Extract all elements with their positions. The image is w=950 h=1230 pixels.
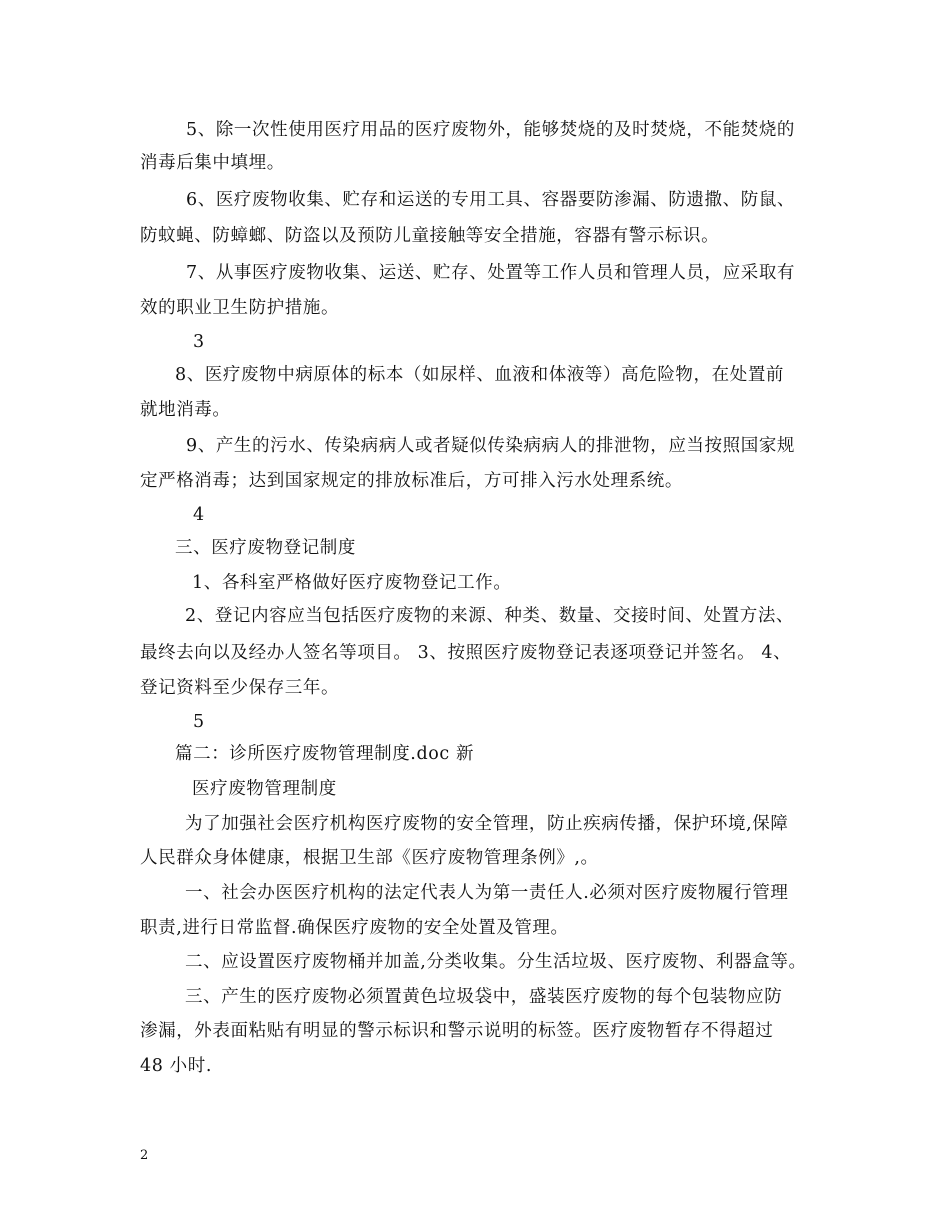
text-line: 2、登记内容应当包括医疗废物的来源、种类、数量、交接时间、处置方法、 xyxy=(185,606,795,626)
text-line: 定严格消毒；达到国家规定的排放标准后，方可排入污水处理系统。 xyxy=(140,471,683,491)
text-line: 防蚊蝇、防蟑螂、防盗以及预防儿童接触等安全措施，容器有警示标识。 xyxy=(140,226,720,246)
text-line: 渗漏，外表面粘贴有明显的警示标识和警示说明的标签。医疗废物暂存不得超过 xyxy=(140,1021,774,1041)
text-line: 1、各科室严格做好医疗废物登记工作。 xyxy=(192,573,512,593)
text-line: 6、医疗废物收集、贮存和运送的专用工具、容器要防渗漏、防遗撒、防鼠、 xyxy=(186,190,796,210)
text-line: 就地消毒。 xyxy=(140,400,231,420)
text-line: 最终去向以及经办人签名等项目。 3、按照医疗废物登记表逐项登记并签名。 4、 xyxy=(140,643,792,663)
text-line: 人民群众身体健康，根据卫生部《医疗废物管理条例》,。 xyxy=(140,848,599,868)
text-line: 一、社会办医医疗机构的法定代表人为第一责任人.必须对医疗废物履行管理 xyxy=(185,883,789,903)
text-line: 消毒后集中填埋。 xyxy=(140,153,285,173)
document-title: 医疗废物管理制度 xyxy=(192,779,337,799)
text-line: 5、除一次性使用医疗用品的医疗废物外，能够焚烧的及时焚烧，不能焚烧的 xyxy=(186,120,796,140)
text-line: 登记资料至少保存三年。 xyxy=(140,678,340,698)
text-line: 8、医疗废物中病原体的标本（如尿样、血液和体液等）高危险物，在处置前 xyxy=(175,365,785,385)
article-heading: 篇二：诊所医疗废物管理制度.doc 新 xyxy=(175,744,475,764)
page-marker: 5 xyxy=(193,712,205,732)
section-heading: 三、医疗废物登记制度 xyxy=(175,538,356,558)
text-line: 为了加强社会医疗机构医疗废物的安全管理，防止疾病传播，保护环境,保障 xyxy=(185,814,789,834)
text-line: 7、从事医疗废物收集、运送、贮存、处置等工作人员和管理人员，应采取有 xyxy=(186,263,796,283)
text-line: 9、产生的污水、传染病病人或者疑似传染病病人的排泄物，应当按照国家规 xyxy=(186,436,796,456)
page-marker: 3 xyxy=(193,332,205,352)
page-marker: 4 xyxy=(193,505,205,525)
text-line: 48 小时. xyxy=(140,1056,212,1076)
text-line: 二、应设置医疗废物桶并加盖,分类收集。分生活垃圾、医疗废物、利器盒等。 xyxy=(185,952,807,972)
text-line: 三、产生的医疗废物必须置黄色垃圾袋中，盛装医疗废物的每个包装物应防 xyxy=(185,987,783,1007)
page-number: 2 xyxy=(140,1148,149,1163)
text-line: 效的职业卫生防护措施。 xyxy=(140,298,340,318)
text-line: 职责,进行日常监督.确保医疗废物的安全处置及管理。 xyxy=(140,918,569,938)
